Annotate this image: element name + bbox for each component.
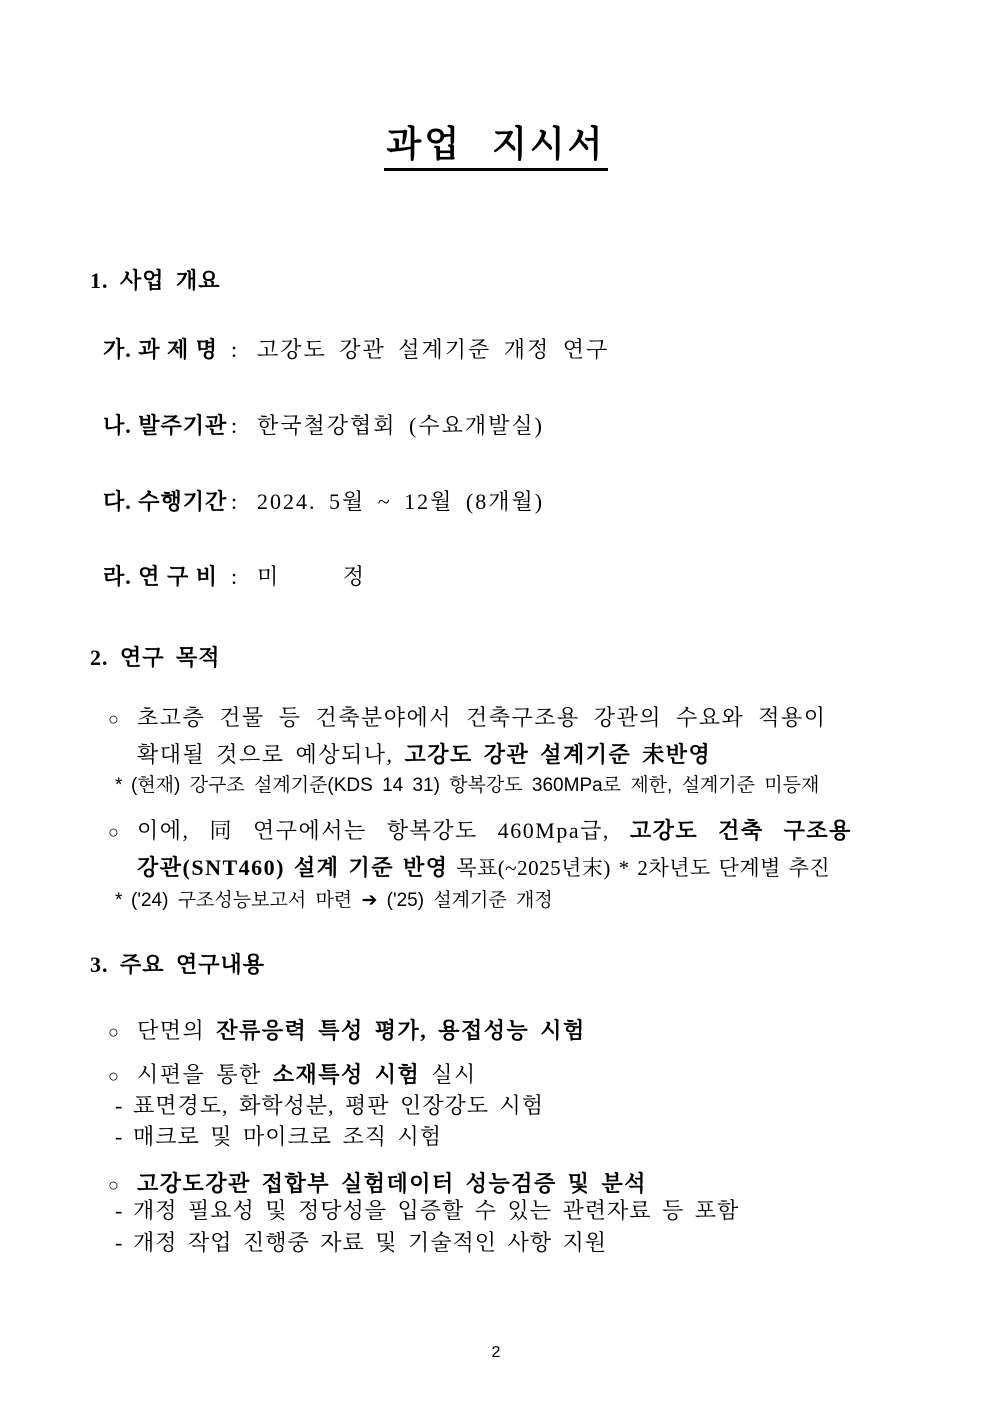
asterisk-marker: * xyxy=(115,775,123,796)
item-ordering-agency-label: 나. 발주기관 xyxy=(103,413,228,438)
content-bullet-2-text xyxy=(137,1056,477,1095)
page-number: 2 xyxy=(491,1344,501,1361)
circle-bullet-marker: ○ xyxy=(108,709,119,729)
note-current-standard-text: (현재) 강구조 설계기준(KDS 14 31) 항복강도 360MPa로 제한, 설계기준 미등재 xyxy=(131,775,820,796)
dash-marker: - xyxy=(115,1230,124,1255)
colon-separator: : xyxy=(231,337,238,362)
item-research-budget-label: 라. 연 구 비 xyxy=(103,564,219,589)
dash-marker: - xyxy=(115,1198,124,1223)
text-bold-material-test: 소재특성 시험 xyxy=(272,1062,421,1087)
text-bold-joint-verification: 고강도강관 접합부 실험데이터 성능검증 및 분석 xyxy=(137,1171,648,1196)
text-regular: 확대될 것으로 예상되나, xyxy=(137,742,405,767)
item-research-budget-value: 미 정 xyxy=(257,564,367,589)
sub-item-text: 표면경도, 화학성분, 평판 인장강도 시험 xyxy=(133,1093,545,1118)
circle-bullet-marker: ○ xyxy=(108,822,119,842)
doc-title-line xyxy=(0,124,992,171)
circle-bullet-marker: ○ xyxy=(108,1022,119,1042)
item-project-name-label: 가. 과 제 명 xyxy=(103,337,219,362)
doc-title: 과업 지시서 xyxy=(384,124,609,171)
item-execution-period-label: 다. 수행기간 xyxy=(103,489,228,514)
sub-item-text: 개정 필요성 및 정당성을 입증할 수 있는 관련자료 등 포함 xyxy=(133,1198,740,1223)
item-project-name-value: 고강도 강관 설계기준 개정 연구 xyxy=(257,337,610,362)
text-regular: 시편을 통한 xyxy=(137,1062,273,1087)
text-bold-design-standard: 강관(SNT460) 설계 기준 반영 xyxy=(137,855,449,880)
objective-bullet-2-line-2 xyxy=(137,849,852,887)
item-ordering-agency-value: 한국철강협회 (수요개발실) xyxy=(257,413,544,438)
text-bold-residual-stress: 잔류응력 특성 평가, 용접성능 시험 xyxy=(216,1018,586,1043)
sub-item-text: 개정 작업 진행중 자료 및 기술적인 사항 지원 xyxy=(133,1230,608,1255)
sub-item-revision-support xyxy=(115,1229,607,1257)
text-goal-tail: 목표(~2025년末) * 2차년도 단계별 추진 xyxy=(448,856,831,880)
colon-separator: : xyxy=(231,489,238,514)
text-bold-structural-pipe: 고강도 건축 구조용 xyxy=(629,818,852,843)
colon-separator: : xyxy=(231,413,238,438)
sub-item-revision-evidence xyxy=(115,1197,739,1225)
objective-bullet-1-line-2 xyxy=(137,736,827,773)
section-3-heading: 3. 주요 연구내용 xyxy=(90,952,266,977)
note-current-standard xyxy=(115,773,819,799)
sub-item-surface-hardness xyxy=(115,1092,544,1120)
circle-bullet-marker: ○ xyxy=(108,1175,119,1195)
content-bullet-2 xyxy=(108,1056,477,1095)
note-roadmap-text: ('24) 구조성능보고서 마련 ➔ ('25) 설계기준 개정 xyxy=(131,890,553,911)
objective-bullet-1-text xyxy=(137,699,827,773)
asterisk-marker: * xyxy=(115,890,123,911)
text-regular: 단면의 xyxy=(137,1018,217,1043)
text-bold-unreflected-standard: 고강도 강관 설계기준 未반영 xyxy=(404,742,712,767)
colon-separator: : xyxy=(231,564,238,589)
item-ordering-agency xyxy=(103,411,544,441)
content-bullet-1 xyxy=(108,1012,586,1051)
section-2-heading: 2. 연구 목적 xyxy=(90,645,221,670)
objective-bullet-2 xyxy=(108,812,852,887)
item-execution-period-value: 2024. 5월 ~ 12월 (8개월) xyxy=(257,489,545,514)
objective-bullet-2-text xyxy=(137,812,852,887)
objective-bullet-2-line-1 xyxy=(137,812,852,849)
text-regular: 실시 xyxy=(420,1062,477,1087)
item-execution-period xyxy=(103,487,544,517)
sub-item-macro-micro xyxy=(115,1123,442,1151)
section-1-heading: 1. 사업 개요 xyxy=(90,268,221,293)
circle-bullet-marker: ○ xyxy=(108,1066,119,1086)
note-roadmap xyxy=(115,888,553,914)
objective-bullet-1 xyxy=(108,699,827,773)
objective-bullet-1-line-1: 초고층 건물 등 건축분야에서 건축구조용 강관의 수요와 적용이 xyxy=(137,705,827,730)
item-research-budget xyxy=(103,562,366,592)
dash-marker: - xyxy=(115,1124,124,1149)
item-project-name xyxy=(103,335,609,365)
sub-item-text: 매크로 및 마이크로 조직 시험 xyxy=(133,1124,443,1149)
dash-marker: - xyxy=(115,1093,124,1118)
text-regular: 이에, 同 연구에서는 항복강도 460Mpa급, xyxy=(137,818,630,843)
content-bullet-1-text xyxy=(137,1012,586,1051)
